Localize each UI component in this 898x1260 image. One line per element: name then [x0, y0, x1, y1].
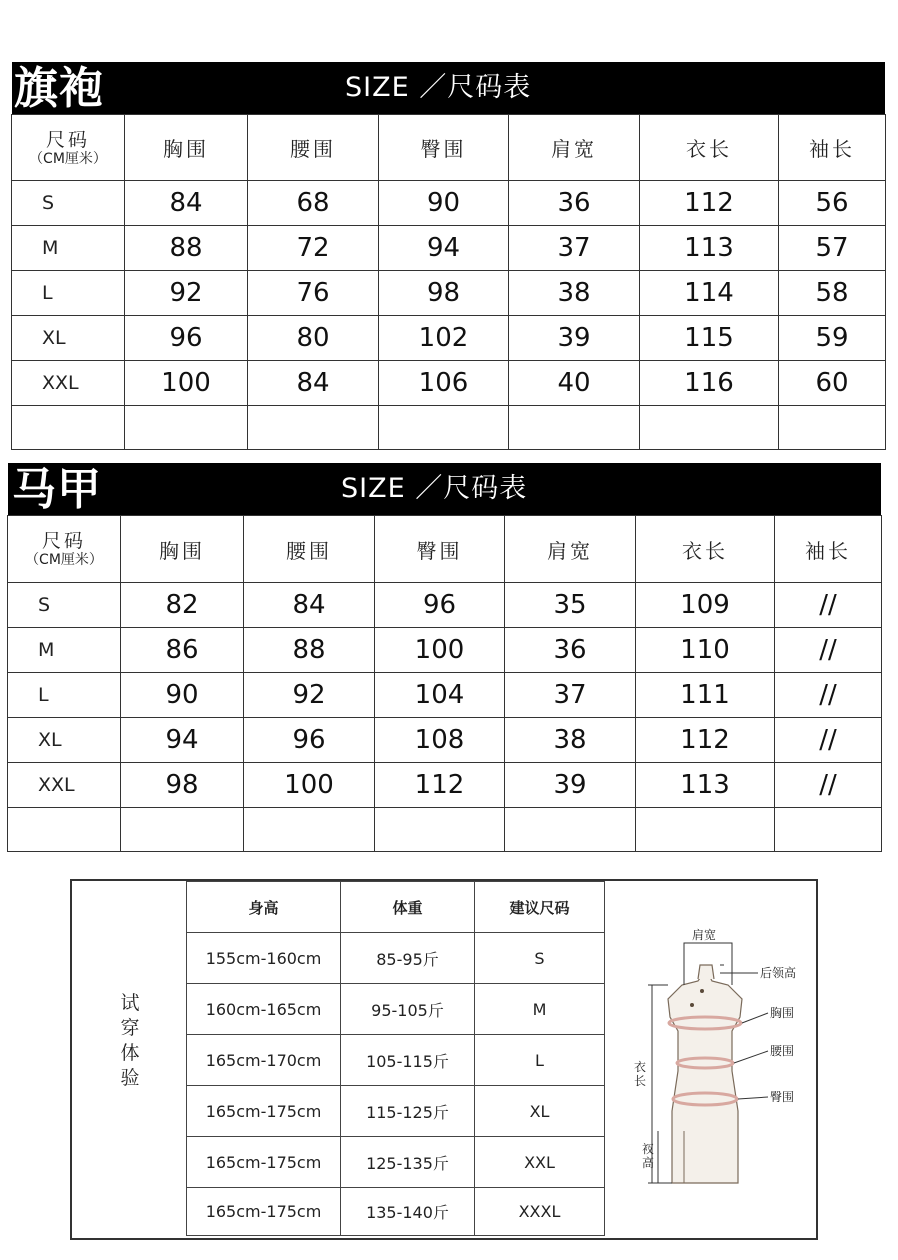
value-cell: 35: [505, 583, 636, 628]
label-shoulder: 肩宽: [692, 928, 717, 942]
size-cell: L: [475, 1035, 605, 1086]
qipao-title: 旗袍: [14, 63, 104, 114]
value-cell: 57: [779, 226, 886, 271]
value-cell: 72: [248, 226, 379, 271]
value-cell: 68: [248, 181, 379, 226]
dress-outline-icon: [668, 969, 742, 1183]
value-cell: 96: [125, 316, 248, 361]
size-cell: M: [475, 984, 605, 1035]
value-cell: 111: [636, 673, 775, 718]
qipao-banner: [12, 62, 885, 114]
value-cell: 90: [121, 673, 244, 718]
weight-cell: 85-95斤: [341, 933, 475, 984]
table-row: [12, 226, 886, 271]
table-row: [8, 763, 882, 808]
value-cell: 84: [248, 361, 379, 406]
value-cell: 36: [505, 628, 636, 673]
value-cell: 116: [640, 361, 779, 406]
size-cell: XXL: [12, 361, 125, 406]
size-cell: M: [8, 628, 121, 673]
table-row: [187, 1137, 605, 1188]
value-cell: 104: [375, 673, 505, 718]
table-row: [8, 628, 882, 673]
value-cell: 88: [244, 628, 375, 673]
value-cell: //: [775, 673, 882, 718]
table-header-waist: 腰围: [248, 115, 379, 181]
value-cell: 36: [509, 181, 640, 226]
value-cell: 92: [244, 673, 375, 718]
size-cell: XL: [475, 1086, 605, 1137]
height-cell: 165cm-170cm: [187, 1035, 341, 1086]
table-header-length: 衣长: [640, 115, 779, 181]
fit-side-label-char: 体: [120, 1042, 140, 1064]
value-cell: 98: [121, 763, 244, 808]
value-cell: //: [775, 628, 882, 673]
value-cell: //: [775, 763, 882, 808]
value-cell: 109: [636, 583, 775, 628]
fit-experience-panel: [70, 879, 818, 1240]
value-cell: 113: [636, 763, 775, 808]
table-row: [12, 316, 886, 361]
table-header-waist: 腰围: [244, 516, 375, 583]
height-cell: 165cm-175cm: [187, 1086, 341, 1137]
weight-cell: 115-125斤: [341, 1086, 475, 1137]
table-row: [187, 1035, 605, 1086]
table-header-length: 衣长: [636, 516, 775, 583]
size-cell: S: [8, 583, 121, 628]
value-cell: //: [775, 718, 882, 763]
value-cell: 38: [505, 718, 636, 763]
value-cell: 60: [779, 361, 886, 406]
table-row: [8, 718, 882, 763]
table-row: [187, 933, 605, 984]
table-header-hip: 臀围: [375, 516, 505, 583]
fit-side-label-char: 穿: [120, 1017, 140, 1039]
fit-header-weight: 体重: [341, 882, 475, 933]
value-cell: 80: [248, 316, 379, 361]
fit-side-label-char: 试: [120, 992, 140, 1014]
value-cell: 115: [640, 316, 779, 361]
value-cell: 84: [244, 583, 375, 628]
value-cell: 38: [509, 271, 640, 316]
size-cell: S: [475, 933, 605, 984]
label-chest: 胸围: [770, 1006, 795, 1020]
value-cell: 37: [505, 673, 636, 718]
label-length-char-2: 长: [634, 1074, 647, 1088]
height-cell: 165cm-175cm: [187, 1188, 341, 1236]
qipao-measurement-diagram: [618, 921, 814, 1201]
label-collar: 后领高: [760, 966, 797, 980]
label-waist: 腰围: [770, 1044, 795, 1058]
height-cell: 160cm-165cm: [187, 984, 341, 1035]
value-cell: 96: [244, 718, 375, 763]
value-cell: 92: [125, 271, 248, 316]
vest-size-label: SIZE ／尺码表: [341, 473, 528, 504]
value-cell: 114: [640, 271, 779, 316]
value-cell: //: [775, 583, 882, 628]
value-cell: 106: [379, 361, 509, 406]
value-cell: 59: [779, 316, 886, 361]
value-cell: 100: [125, 361, 248, 406]
empty-row: [12, 406, 886, 450]
fit-side-label-char: 验: [120, 1067, 140, 1089]
value-cell: 100: [375, 628, 505, 673]
value-cell: 88: [125, 226, 248, 271]
weight-cell: 135-140斤: [341, 1188, 475, 1236]
table-header-hip: 臀围: [379, 115, 509, 181]
value-cell: 86: [121, 628, 244, 673]
size-cell: XL: [12, 316, 125, 361]
size-cell: XXL: [8, 763, 121, 808]
size-cell: XL: [8, 718, 121, 763]
table-header-shoulder: 肩宽: [505, 516, 636, 583]
label-slit-char-1: 衩: [642, 1142, 655, 1156]
vest-size-table: [7, 515, 882, 852]
value-cell: 82: [121, 583, 244, 628]
size-cell: XXL: [475, 1137, 605, 1188]
label-length: [634, 1060, 646, 1088]
height-cell: 165cm-175cm: [187, 1137, 341, 1188]
value-cell: 76: [248, 271, 379, 316]
size-cell: L: [12, 271, 125, 316]
table-header-sleeve: 袖长: [775, 516, 882, 583]
value-cell: 94: [379, 226, 509, 271]
value-cell: 90: [379, 181, 509, 226]
table-header-sleeve: 袖长: [779, 115, 886, 181]
value-cell: 110: [636, 628, 775, 673]
table-row: [187, 1188, 605, 1236]
label-slit: [642, 1142, 654, 1170]
fit-header-height: 身高: [187, 882, 341, 933]
value-cell: 96: [375, 583, 505, 628]
empty-row: [8, 808, 882, 852]
table-row: [8, 583, 882, 628]
value-cell: 100: [244, 763, 375, 808]
value-cell: 108: [375, 718, 505, 763]
value-cell: 58: [779, 271, 886, 316]
table-row: [187, 984, 605, 1035]
size-cell: S: [12, 181, 125, 226]
fit-recommendation-table: [186, 881, 605, 1236]
vest-banner: [8, 463, 881, 515]
value-cell: 112: [375, 763, 505, 808]
label-slit-char-2: 高: [642, 1156, 655, 1170]
table-row: [12, 181, 886, 226]
label-hip: 臀围: [770, 1090, 795, 1104]
table-row: [8, 673, 882, 718]
fit-side-label: [118, 991, 142, 1091]
table-header-chest: 胸围: [121, 516, 244, 583]
value-cell: 37: [509, 226, 640, 271]
table-header-size: 尺码 （CM厘米）: [8, 516, 121, 583]
qipao-size-label: SIZE ／尺码表: [345, 72, 532, 103]
height-cell: 155cm-160cm: [187, 933, 341, 984]
size-cell: L: [8, 673, 121, 718]
table-row: [12, 361, 886, 406]
table-header-size: 尺码 （CM厘米）: [12, 115, 125, 181]
weight-cell: 105-115斤: [341, 1035, 475, 1086]
value-cell: 39: [505, 763, 636, 808]
value-cell: 84: [125, 181, 248, 226]
value-cell: 112: [636, 718, 775, 763]
weight-cell: 95-105斤: [341, 984, 475, 1035]
table-row: [12, 271, 886, 316]
value-cell: 40: [509, 361, 640, 406]
value-cell: 39: [509, 316, 640, 361]
table-header-chest: 胸围: [125, 115, 248, 181]
table-header-shoulder: 肩宽: [509, 115, 640, 181]
value-cell: 102: [379, 316, 509, 361]
value-cell: 98: [379, 271, 509, 316]
value-cell: 112: [640, 181, 779, 226]
fit-header-size: 建议尺码: [475, 882, 605, 933]
table-row: [187, 1086, 605, 1137]
value-cell: 94: [121, 718, 244, 763]
weight-cell: 125-135斤: [341, 1137, 475, 1188]
size-cell: M: [12, 226, 125, 271]
size-cell: XXXL: [475, 1188, 605, 1236]
qipao-size-table: [11, 114, 886, 450]
vest-title: 马甲: [12, 464, 102, 515]
label-length-char-1: 衣: [634, 1060, 647, 1074]
value-cell: 113: [640, 226, 779, 271]
value-cell: 56: [779, 181, 886, 226]
